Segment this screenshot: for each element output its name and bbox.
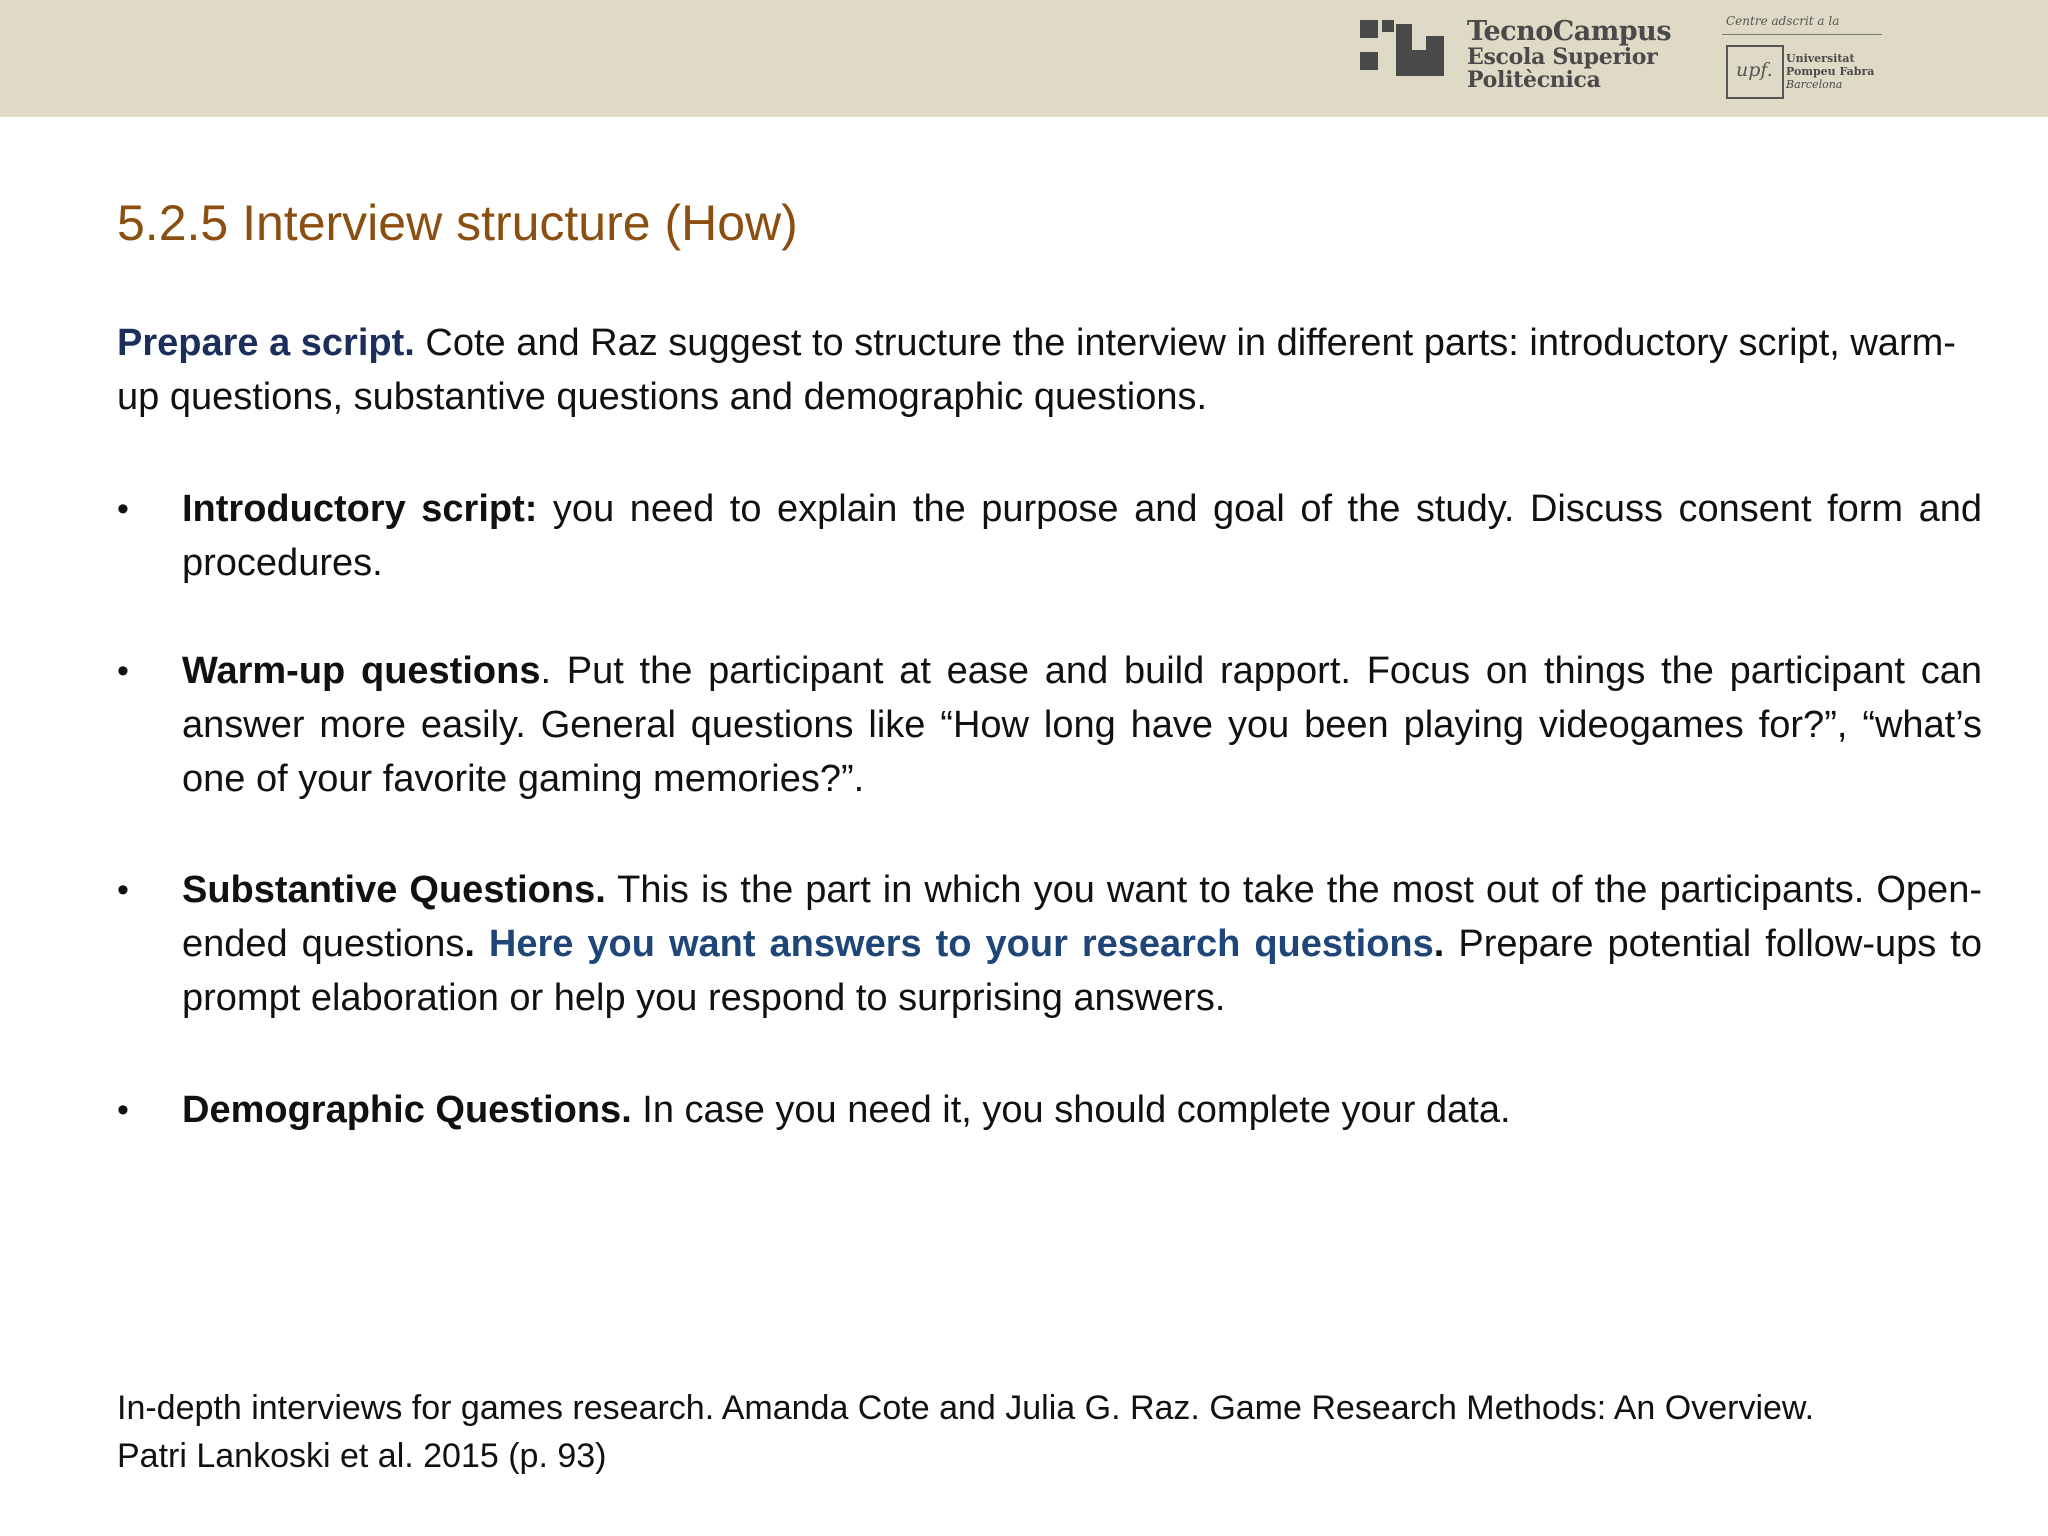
intro-text: Cote and Raz suggest to structure the interview in different parts: introductory script, warm-up questions, substantive questions and demographic questions. bbox=[117, 322, 1956, 418]
bullet-title: Demographic Questions. bbox=[182, 1089, 632, 1131]
tecnocampus-name: TecnoCampus bbox=[1467, 16, 1672, 47]
upf-name-line-1: Universitat bbox=[1786, 52, 1855, 65]
bullet-text bbox=[182, 644, 1982, 806]
intro-lead: Prepare a script. bbox=[117, 322, 415, 364]
bullet-marker: • bbox=[117, 871, 129, 909]
citation-line-2: Patri Lankoski et al. 2015 (p. 93) bbox=[117, 1437, 607, 1475]
upf-university-name bbox=[1786, 52, 1874, 91]
bullet-title: Substantive Questions. bbox=[182, 869, 606, 911]
upf-mark: upf. bbox=[1736, 59, 1773, 81]
bullet-text bbox=[182, 482, 1982, 590]
tecnocampus-line-3: Politècnica bbox=[1467, 67, 1601, 94]
upf-name-line-3: Barcelona bbox=[1786, 78, 1843, 91]
upf-name-line-2: Pompeu Fabra bbox=[1786, 65, 1875, 78]
tecnocampus-wordmark bbox=[1467, 18, 1671, 93]
bullet-marker: • bbox=[117, 490, 129, 528]
bullet-title: Introductory script: bbox=[182, 488, 538, 530]
citation-footer bbox=[117, 1384, 2017, 1480]
bullet-dot-1: . bbox=[464, 923, 475, 965]
tecnocampus-line-2: Escola Superior bbox=[1467, 44, 1658, 71]
upf-caption: Centre adscrit a la bbox=[1726, 14, 1840, 28]
bullet-body: In case you need it, you should complete your data. bbox=[631, 1089, 1511, 1131]
tecnocampus-logo-icon bbox=[1360, 20, 1444, 76]
bullet-marker: • bbox=[117, 652, 129, 690]
slide-title: 5.2.5 Interview structure (How) bbox=[117, 195, 798, 251]
citation-line-1: In-depth interviews for games research. Amanda Cote and Julia G. Raz. Game Research Methods: An Overview. bbox=[117, 1389, 1815, 1427]
bullet-body: you need to explain the purpose and goal of the study. Discuss consent form and procedures. bbox=[182, 488, 1982, 584]
upf-mark-box bbox=[1726, 45, 1784, 99]
bullet-body: This is the part in which you want to take the most out of the participants. Open-ended questions bbox=[182, 869, 1982, 965]
intro-paragraph bbox=[117, 316, 1977, 424]
bullet-highlight: Here you want answers to your research questions bbox=[474, 923, 1434, 965]
upf-logo bbox=[1720, 14, 1885, 104]
bullet-dot-2: . bbox=[1433, 923, 1445, 965]
bullet-body: . Put the participant at ease and build rapport. Focus on things the participant can answer more easily. General questions like “How long have you been playing videogames for?”, “what’s one of your favorite gaming memories?”. bbox=[182, 650, 1983, 800]
bullet-marker: • bbox=[117, 1091, 129, 1129]
bullet-text bbox=[182, 1083, 1982, 1137]
bullet-text bbox=[182, 863, 1982, 1025]
upf-divider bbox=[1722, 34, 1882, 35]
bullet-title: Warm-up questions bbox=[182, 650, 541, 692]
bullet-tail: Prepare potential follow-ups to prompt elaboration or help you respond to surprising answers. bbox=[182, 923, 1982, 1019]
header-band bbox=[0, 0, 2048, 117]
